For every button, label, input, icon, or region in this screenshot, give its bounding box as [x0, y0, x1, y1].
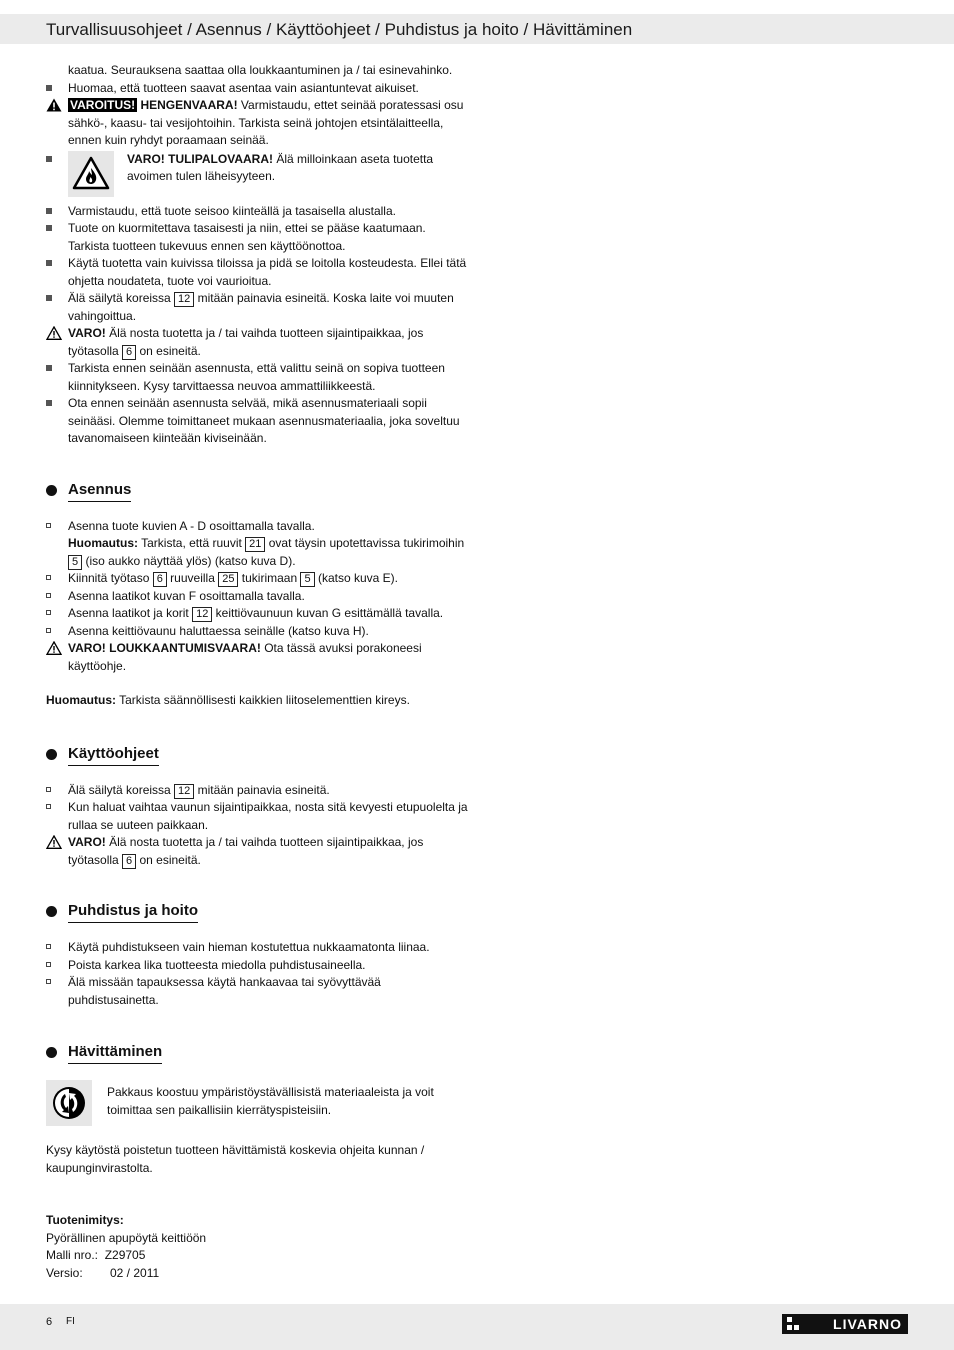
fire-warning-item: VARO! TULIPALOVAARA! Älä milloinkaan aseta tuotetta avoimen tulen läheisyyteen. [46, 151, 468, 203]
warning-triangle-icon [46, 98, 62, 112]
section-puhdistus [46, 901, 468, 923]
product-model: Malli nro.: Z29705 [46, 1248, 146, 1262]
product-name: Pyörällinen apupöytä keittiöön [46, 1230, 207, 1245]
part-ref: 5 [300, 572, 314, 587]
step-item: Älä missään tapauksessa käytä hankaavaa tai syövyttävää puhdistusainetta. [46, 974, 468, 1009]
list-item: Huomaa, että tuotteen saavat asentaa vain asiantuntevat aikuiset. [46, 80, 468, 98]
part-ref: 12 [174, 784, 194, 799]
section-title: Käyttöohjeet [68, 744, 159, 766]
caution-triangle-icon [46, 326, 62, 340]
step-item: Poista karkea lika tuotteesta miedolla puhdistusaineella. [46, 957, 468, 975]
step-item: Asenna tuote kuvien A - D osoittamalla tavalla. Huomautus: Tarkista, että ruuvit 21 ovat täysin upotettavissa tukirimoihin 5 (iso aukko näyttää ylös) (katso kuva D). [46, 518, 468, 571]
logo-mark-icon [787, 1317, 801, 1331]
warning-item: VARO! LOUKKAANTUMISVAARA! Ota tässä avuksi porakoneesi käyttöohje. [46, 640, 468, 675]
part-ref: 12 [192, 607, 212, 622]
section-bullet [46, 485, 57, 496]
page-footer [0, 1304, 954, 1350]
part-ref: 12 [174, 292, 194, 307]
product-version: Versio: 02 / 2011 [46, 1265, 160, 1280]
section-bullet [46, 749, 57, 760]
safety-continuation: kaatua. Seurauksena saattaa olla loukkaantuminen ja / tai esinevahinko. [68, 63, 453, 77]
warning-label: VAROITUS! [70, 98, 136, 112]
product-info [46, 1212, 468, 1282]
step-item: Asenna laatikot kuvan F osoittamalla tavalla. [46, 588, 468, 606]
product-label: Tuotenimitys: [46, 1213, 124, 1227]
step-item: Älä säilytä koreissa 12 mitään painavia esineitä. [46, 782, 468, 800]
part-ref: 6 [153, 572, 167, 587]
step-item: Käytä puhdistukseen vain hieman kostutettua nukkaamatonta liinaa. [46, 939, 468, 957]
section-asennus [46, 480, 468, 502]
caution-triangle-icon [46, 641, 62, 655]
page-number: 6 [46, 1316, 53, 1328]
part-ref: 21 [245, 537, 265, 552]
green-dot-recycle-icon [46, 1080, 92, 1126]
part-ref: 6 [122, 345, 136, 360]
section-kayttoohjeet [46, 744, 468, 766]
page-header [0, 14, 954, 44]
part-ref: 5 [68, 555, 82, 570]
main-content [46, 62, 468, 1282]
language-code: FI [66, 1316, 75, 1327]
warning-item: VAROITUS! HENGENVAARA! Varmistaudu, ettet seinää poratessasi osu sähkö-, kaasu- tai vesijohtoihin. Tarkista seinä johtojen etsintälaitteella, ennen kuin ryhdyt poraamaan seinää. [46, 97, 468, 150]
section-title: Puhdistus ja hoito [68, 901, 198, 923]
section-bullet [46, 906, 57, 917]
note-paragraph: Huomautus: Tarkista säännöllisesti kaikkien liitoselementtien kireys. [46, 693, 410, 707]
step-item: Asenna laatikot ja korit 12 keittiövaunuun kuvan G esittämällä tavalla. [46, 605, 468, 623]
list-item: Ota ennen seinään asennusta selvää, mikä asennusmateriaali sopii seinääsi. Olemme toimittaneet mukaan asennusmateriaalia, joka soveltuu tavanomaiseen kiinteään kiviseinään. [46, 395, 468, 448]
part-ref: 6 [122, 854, 136, 869]
fire-hazard-icon [68, 151, 114, 197]
section-havittaminen [46, 1042, 468, 1064]
warning-item: VARO! Älä nosta tuotetta ja / tai vaihda tuotteen sijaintipaikkaa, jos työtasolla 6 on esineitä. [46, 325, 468, 360]
list-item: Käytä tuotetta vain kuivissa tiloissa ja pidä se loitolla kosteudesta. Ellei tätä ohjetta noudateta, tuote voi vaurioitua. [46, 255, 468, 290]
section-bullet [46, 1047, 57, 1058]
packaging-block [46, 1080, 468, 1130]
section-title: Asennus [68, 480, 131, 502]
packaging-text: Pakkaus koostuu ympäristöystävällisistä materiaaleista ja voit toimittaa sen paikallisiin kierrätyspisteisiin. [107, 1085, 434, 1117]
caution-triangle-icon [46, 835, 62, 849]
section-title: Hävittäminen [68, 1042, 162, 1064]
step-item: Asenna keittiövaunu haluttaessa seinälle (katso kuva H). [46, 623, 468, 641]
step-item: Kiinnitä työtaso 6 ruuveilla 25 tukirimaan 5 (katso kuva E). [46, 570, 468, 588]
list-item: Tuote on kuormitettava tasaisesti ja niin, ettei se pääse kaatumaan. Tarkista tuotteen tukevuus ennen sen käyttöönottoa. [46, 220, 468, 255]
disposal-text: Kysy käytöstä poistetun tuotteen hävittämistä koskevia ohjeita kunnan / kaupunginvirastolta. [46, 1143, 425, 1175]
list-item: Tarkista ennen seinään asennusta, että valittu seinä on sopiva tuotteen kiinnitykseen. Kysy tarvittaessa neuvoa ammattiliikkeestä. [46, 360, 468, 395]
list-item: Varmistaudu, että tuote seisoo kiinteällä ja tasaisella alustalla. [46, 203, 468, 221]
brand-logo: LIVARNO [782, 1314, 908, 1334]
part-ref: 25 [218, 572, 238, 587]
list-item: Älä säilytä koreissa 12 mitään painavia esineitä. Koska laite voi muuten vahingoittua. [46, 290, 468, 325]
page-title: Turvallisuusohjeet / Asennus / Käyttöohjeet / Puhdistus ja hoito / Hävittäminen [46, 20, 633, 39]
warning-item: VARO! Älä nosta tuotetta ja / tai vaihda tuotteen sijaintipaikkaa, jos työtasolla 6 on esineitä. [46, 834, 468, 869]
step-item: Kun haluat vaihtaa vaunun sijaintipaikkaa, nosta sitä kevyesti etupuolelta ja rullaa se uuteen paikkaan. [46, 799, 468, 834]
